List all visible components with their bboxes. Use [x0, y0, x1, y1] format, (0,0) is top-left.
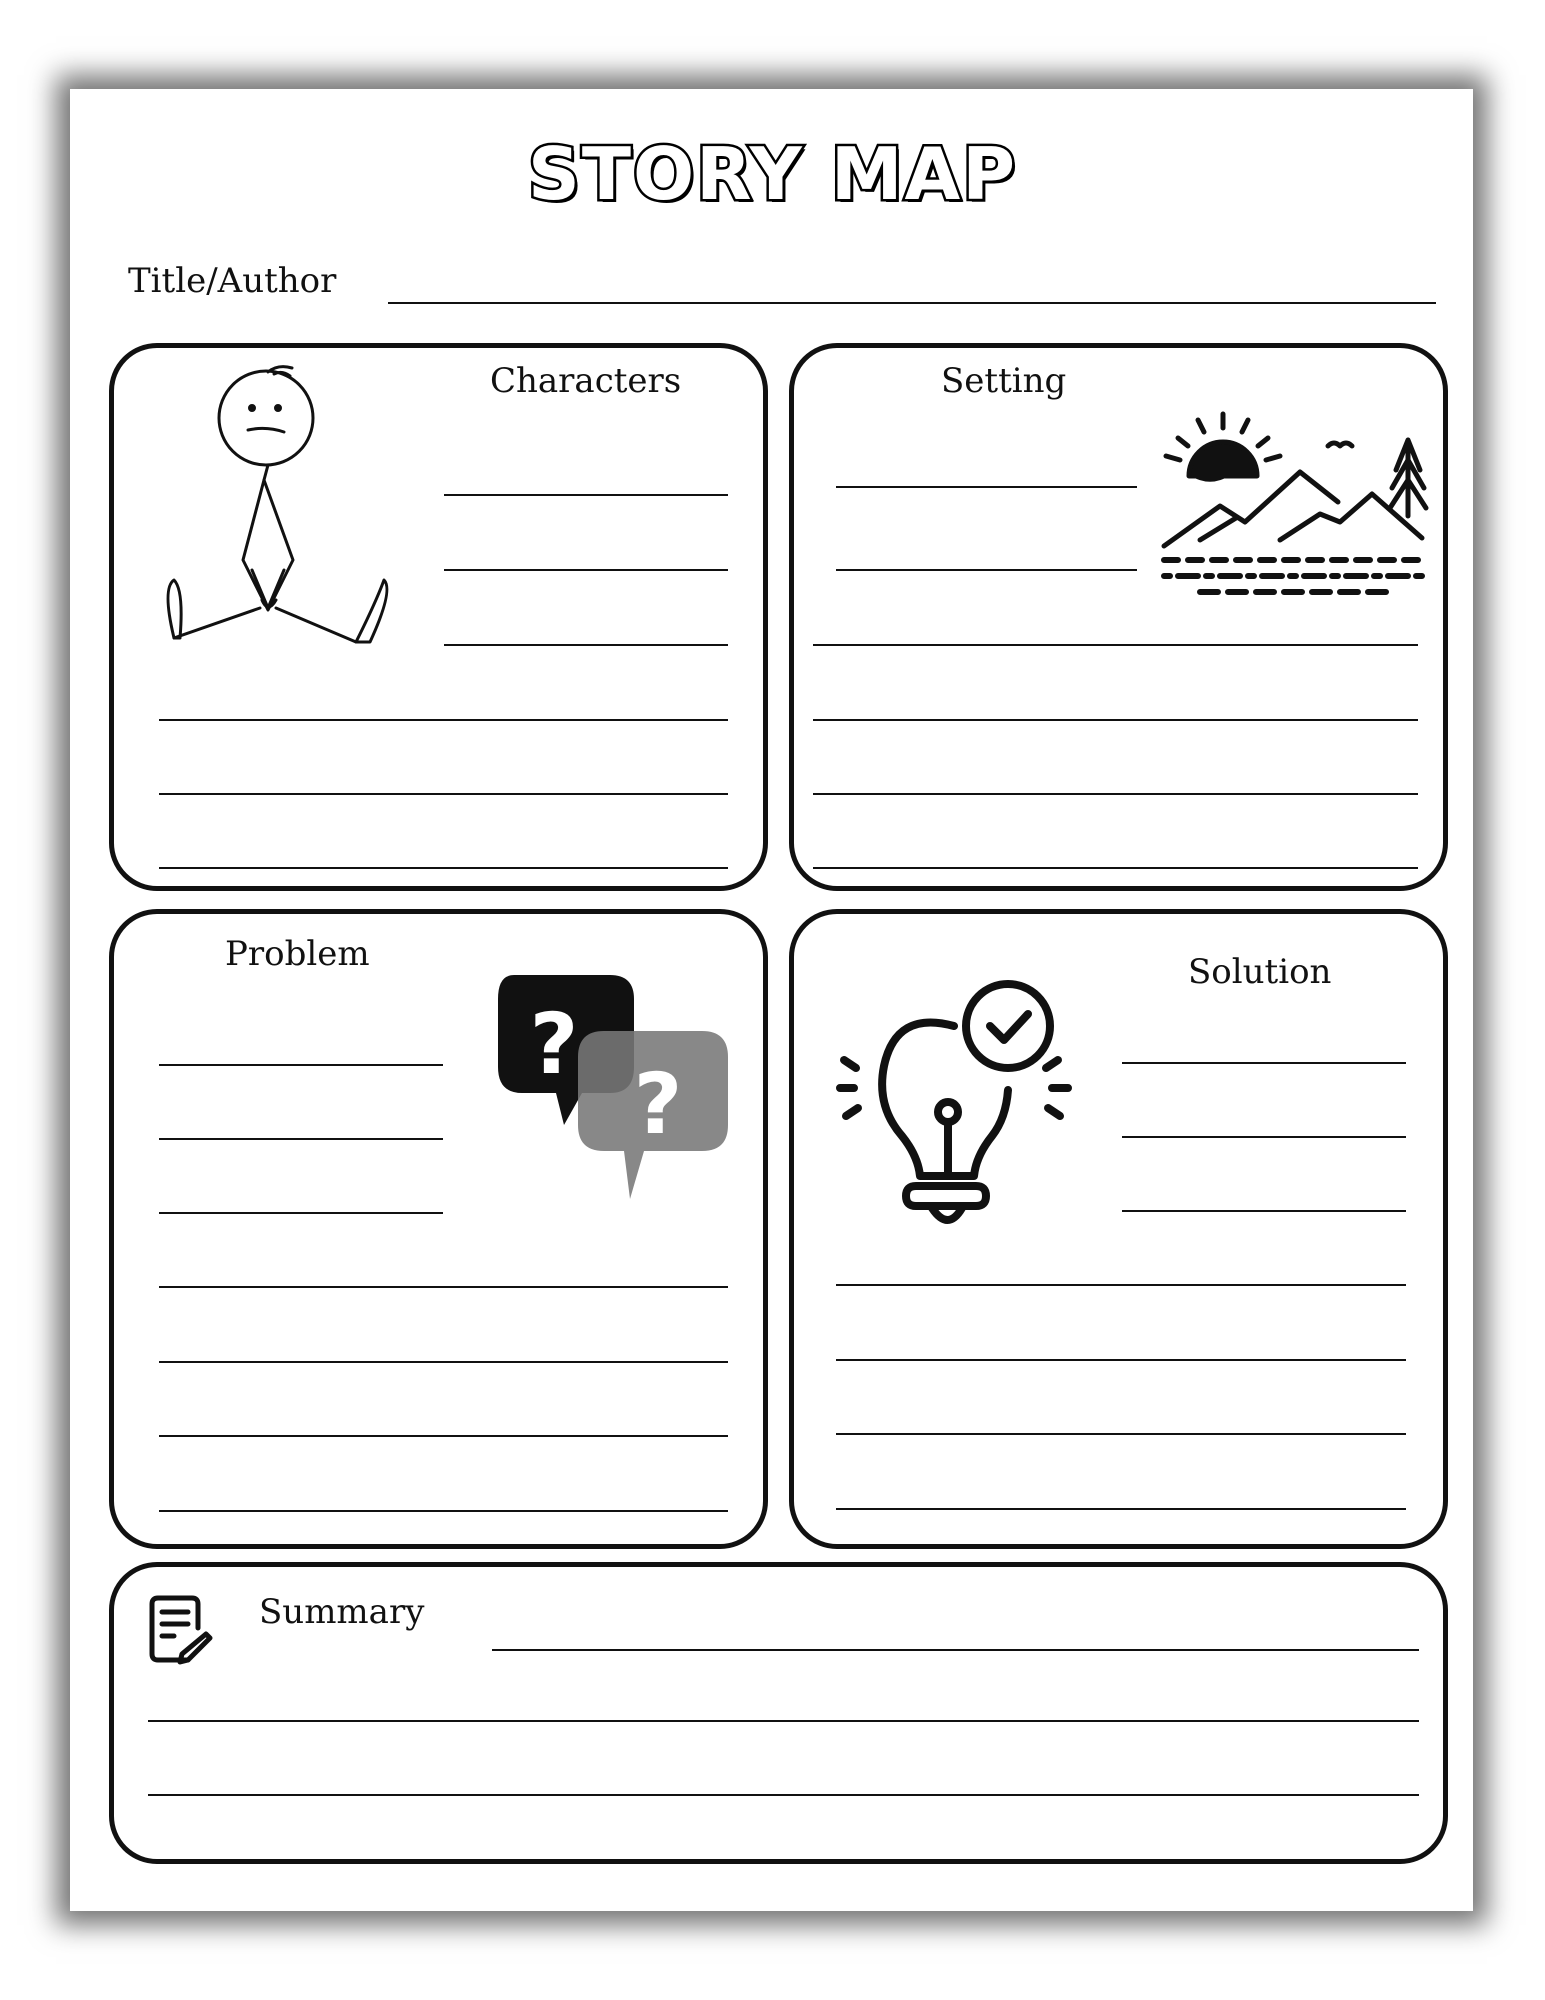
summary-label: Summary [259, 1592, 425, 1632]
stick-figure-icon [150, 360, 400, 650]
landscape-icon [1160, 410, 1430, 605]
svg-text:?: ? [529, 995, 579, 1093]
characters-line-2[interactable] [444, 569, 728, 571]
lightbulb-check-icon [836, 980, 1091, 1232]
setting-line-1[interactable] [836, 486, 1137, 488]
characters-line-1[interactable] [444, 494, 728, 496]
summary-line-1[interactable] [492, 1649, 1419, 1651]
solution-line-1[interactable] [1122, 1062, 1406, 1064]
setting-line-4[interactable] [813, 719, 1418, 721]
solution-line-3[interactable] [1122, 1210, 1406, 1212]
setting-line-5[interactable] [813, 793, 1418, 795]
setting-label: Setting [941, 361, 1067, 401]
summary-line-2[interactable] [148, 1720, 1419, 1722]
svg-text:?: ? [633, 1055, 683, 1153]
characters-line-6[interactable] [159, 867, 728, 869]
title-author-line[interactable] [388, 302, 1436, 304]
solution-line-6[interactable] [836, 1433, 1406, 1435]
characters-line-3[interactable] [444, 644, 728, 646]
characters-line-5[interactable] [159, 793, 728, 795]
solution-label: Solution [1188, 952, 1332, 992]
problem-line-1[interactable] [159, 1064, 443, 1066]
solution-line-4[interactable] [836, 1284, 1406, 1286]
page-title: STORY MAP [527, 132, 1018, 216]
question-bubbles-icon [492, 975, 737, 1205]
notepad-pencil-icon [148, 1594, 214, 1666]
characters-line-4[interactable] [159, 719, 728, 721]
solution-line-5[interactable] [836, 1359, 1406, 1361]
problem-line-6[interactable] [159, 1435, 728, 1437]
solution-line-2[interactable] [1122, 1136, 1406, 1138]
problem-label: Problem [225, 934, 370, 974]
problem-line-5[interactable] [159, 1361, 728, 1363]
problem-line-3[interactable] [159, 1212, 443, 1214]
characters-label: Characters [490, 361, 682, 401]
title-author-label: Title/Author [128, 261, 337, 301]
setting-line-6[interactable] [813, 867, 1418, 869]
setting-line-3[interactable] [813, 644, 1418, 646]
solution-line-7[interactable] [836, 1508, 1406, 1510]
problem-line-7[interactable] [159, 1510, 728, 1512]
problem-line-4[interactable] [159, 1286, 728, 1288]
problem-line-2[interactable] [159, 1138, 443, 1140]
summary-line-3[interactable] [148, 1794, 1419, 1796]
setting-line-2[interactable] [836, 569, 1137, 571]
